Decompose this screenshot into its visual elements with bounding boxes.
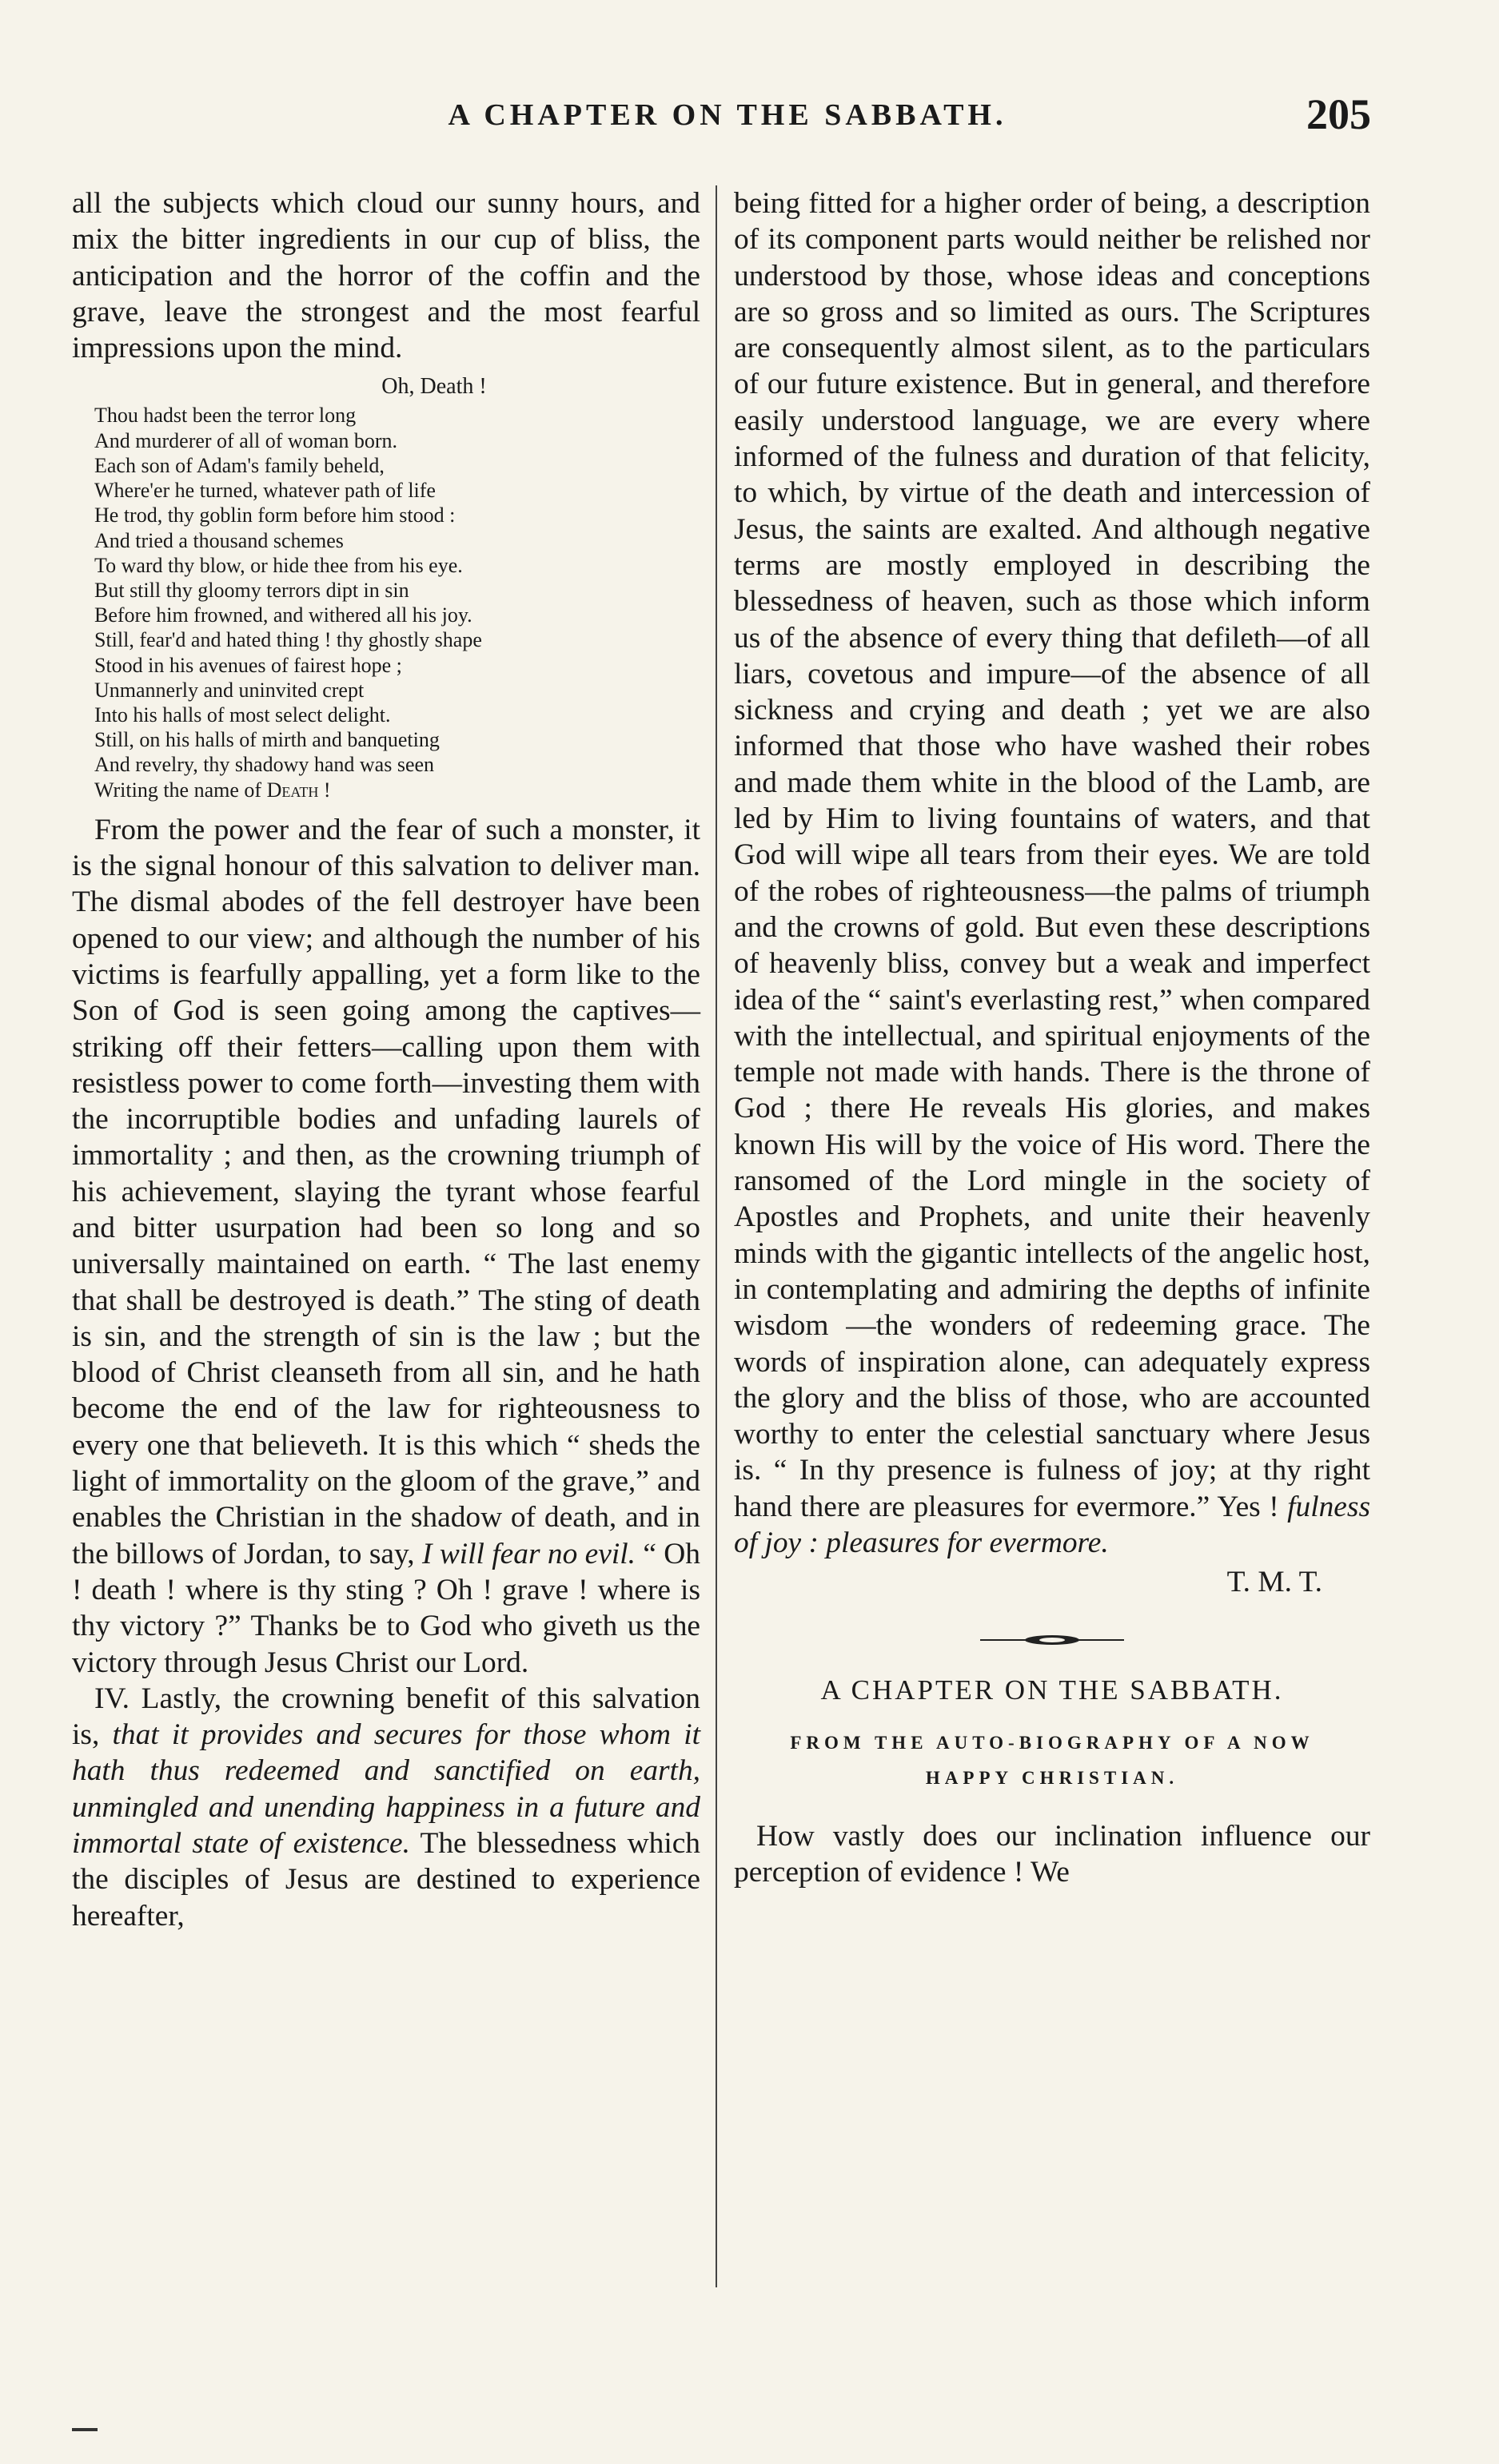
author-signature: T. M. T. — [1226, 1566, 1322, 1599]
paragraph-text: IV. Lastly, the crowning benefit of this salvation is, — [72, 1682, 700, 1752]
left-paragraph-1: all the subjects which cloud our sunny hours, and mix the bitter ingredients in our cup of bliss, the anticipation and the horror of the coffin and the grave, leave the strongest and the most fearful impressions upon the mind. — [72, 187, 700, 365]
poem-line: He trod, thy goblin form before him stood : — [94, 504, 456, 527]
section-title: A CHAPTER ON THE SABBATH. — [820, 1674, 1284, 1706]
footer-mark — [72, 2428, 98, 2431]
italic-emphasis: fulness of joy : pleasures for evermore. — [734, 1490, 1370, 1559]
page-number: 205 — [1306, 90, 1371, 138]
poem-line: Where'er he turned, whatever path of life — [94, 479, 436, 503]
paragraph-text: The blessedness which the disciples of Jesus are destined to experience hereafter, — [72, 1827, 700, 1933]
italic-emphasis: that it provides and secures for those whom it hath thus redeemed and sanctified on earth, unmingled and unending happiness in a future and immortal state of existence. — [72, 1718, 700, 1861]
paragraph-text: being fitted for a higher order of being, a description of its component parts would neither be relished nor understood by those, whose ideas and conceptions are so gross and so limited as ours. The Scriptures are consequently almost silent, as to the particulars of our future existence. But in general, and therefore easily understood language, we are every where informed of the fulness and duration of that felicity, to which, by virtue of the death and intercession of Jesus, the saints are exalted. And although negative terms are mostly employed in describing the blessedness of heaven, such as those which inform us of the absence of every thing that defileth—of all liars, covetous and impure—of the absence of all sickness and crying and death ; yet we are also informed that those who have washed their robes and made them white in the blood of the Lamb, are led by Him to living fountains of waters, and that God will wipe all tears from their eyes. We are told of the robes of righteousness—the palms of triumph and the crowns of gold. But even these descriptions of heavenly bliss, convey but a weak and imperfect idea of the “ saint's everlasting rest,” when compared with the intellectual, and spiritual enjoyments of the temple not made with hands. There is the throne of God ; there He reveals His glories, and makes known His will by the voice of His word. There the ransomed of the Lord mingle in the society of Apostles and Prophets, and unite their heavenly minds with the gigantic intellects of the angelic host, in contemplating and admiring the depths of infinite wisdom —the wonders of redeeming grace. The words of inspiration alone, can adequately express the glory and the bliss of those, who are accounted worthy to enter the celestial sanctuary where Jesus is. “ In thy presence is fulness of joy; at thy right hand there are pleasures for evermore.” Yes ! — [734, 187, 1370, 1523]
poem-line: Stood in his avenues of fairest hope ; — [94, 653, 402, 677]
poem-line: And revelry, thy shadowy hand was seen — [94, 753, 435, 777]
poem-line: Before him frowned, and withered all his joy. — [94, 603, 472, 627]
poem-title: Oh, Death ! — [381, 374, 487, 400]
paragraph-text: “ Oh ! death ! where is thy sting ? Oh ! grave ! where is thy victory ?” Thanks be to God who giveth us the victory through Jesus Christ our Lord. — [72, 1537, 700, 1679]
poem-line: Still, on his halls of mirth and banqueting — [94, 728, 440, 752]
poem-line: But still thy gloomy terrors dipt in sin — [94, 578, 409, 602]
right-paragraph-1 — [734, 185, 1370, 1561]
poem-line: Into his halls of most select delight. — [94, 703, 391, 726]
italic-quote: I will fear no evil. — [422, 1537, 636, 1570]
section-subtitle-2: HAPPY CHRISTIAN. — [925, 1767, 1179, 1788]
poem-line: Each son of Adam's family beheld, — [94, 453, 385, 477]
poem-line: And tried a thousand schemes — [94, 528, 344, 552]
poem — [94, 403, 700, 802]
left-paragraph-3 — [72, 1681, 700, 1934]
section-paragraph: How vastly does our inclination influence our perception of evidence ! We — [734, 1819, 1370, 1889]
poem-line: Unmannerly and uninvited crept — [94, 678, 365, 702]
poem-emphasis-death: Death — [266, 778, 319, 802]
running-header: A CHAPTER ON THE SABBATH. — [448, 98, 1007, 132]
poem-line-text: Writing the name of — [94, 778, 262, 802]
left-paragraph-2 — [72, 812, 700, 1681]
poem-line: To ward thy blow, or hide thee from his eye. — [94, 553, 463, 577]
left-column — [72, 185, 700, 1934]
column-divider — [716, 185, 717, 2287]
section-subtitle-1: FROM THE AUTO-BIOGRAPHY OF A NOW — [790, 1732, 1314, 1753]
poem-line: Still, fear'd and hated thing ! thy ghostly shape — [94, 628, 482, 652]
poem-line-last — [94, 778, 700, 802]
right-column — [734, 185, 1370, 1890]
poem-line: And murderer of all of woman born. — [94, 428, 398, 452]
paragraph-text: From the power and the fear of such a monster, it is the signal honour of this salvation to deliver man. The dismal abodes of the fell destroyer have been opened to our view; and although the number of his victims is fearfully appalling, yet a form like to the Son of God is seen going among the captives—striking off their fetters—calling upon them with resistless power to come forth—investing them with the incorruptible bodies and unfading laurels of immortality ; and then, as the crowning triumph of his achievement, slaying the tyrant whose fearful and bitter usurpation had been so long and so universally maintained on earth. “ The last enemy that shall be destroyed is death.” The sting of death is sin, and the strength of sin is the law ; but the blood of Christ cleanseth from all sin, and he hath become the end of the law for righteousness to every one that believeth. It is this which “ sheds the light of immortality on the gloom of the grave,” and enables the Christian in the shadow of death, and in the billows of Jordan, to say, — [72, 813, 700, 1570]
poem-line: Thou hadst been the terror long — [94, 404, 357, 428]
ornament-divider-icon — [980, 1631, 1124, 1649]
poem-last-punct: ! — [318, 778, 331, 802]
